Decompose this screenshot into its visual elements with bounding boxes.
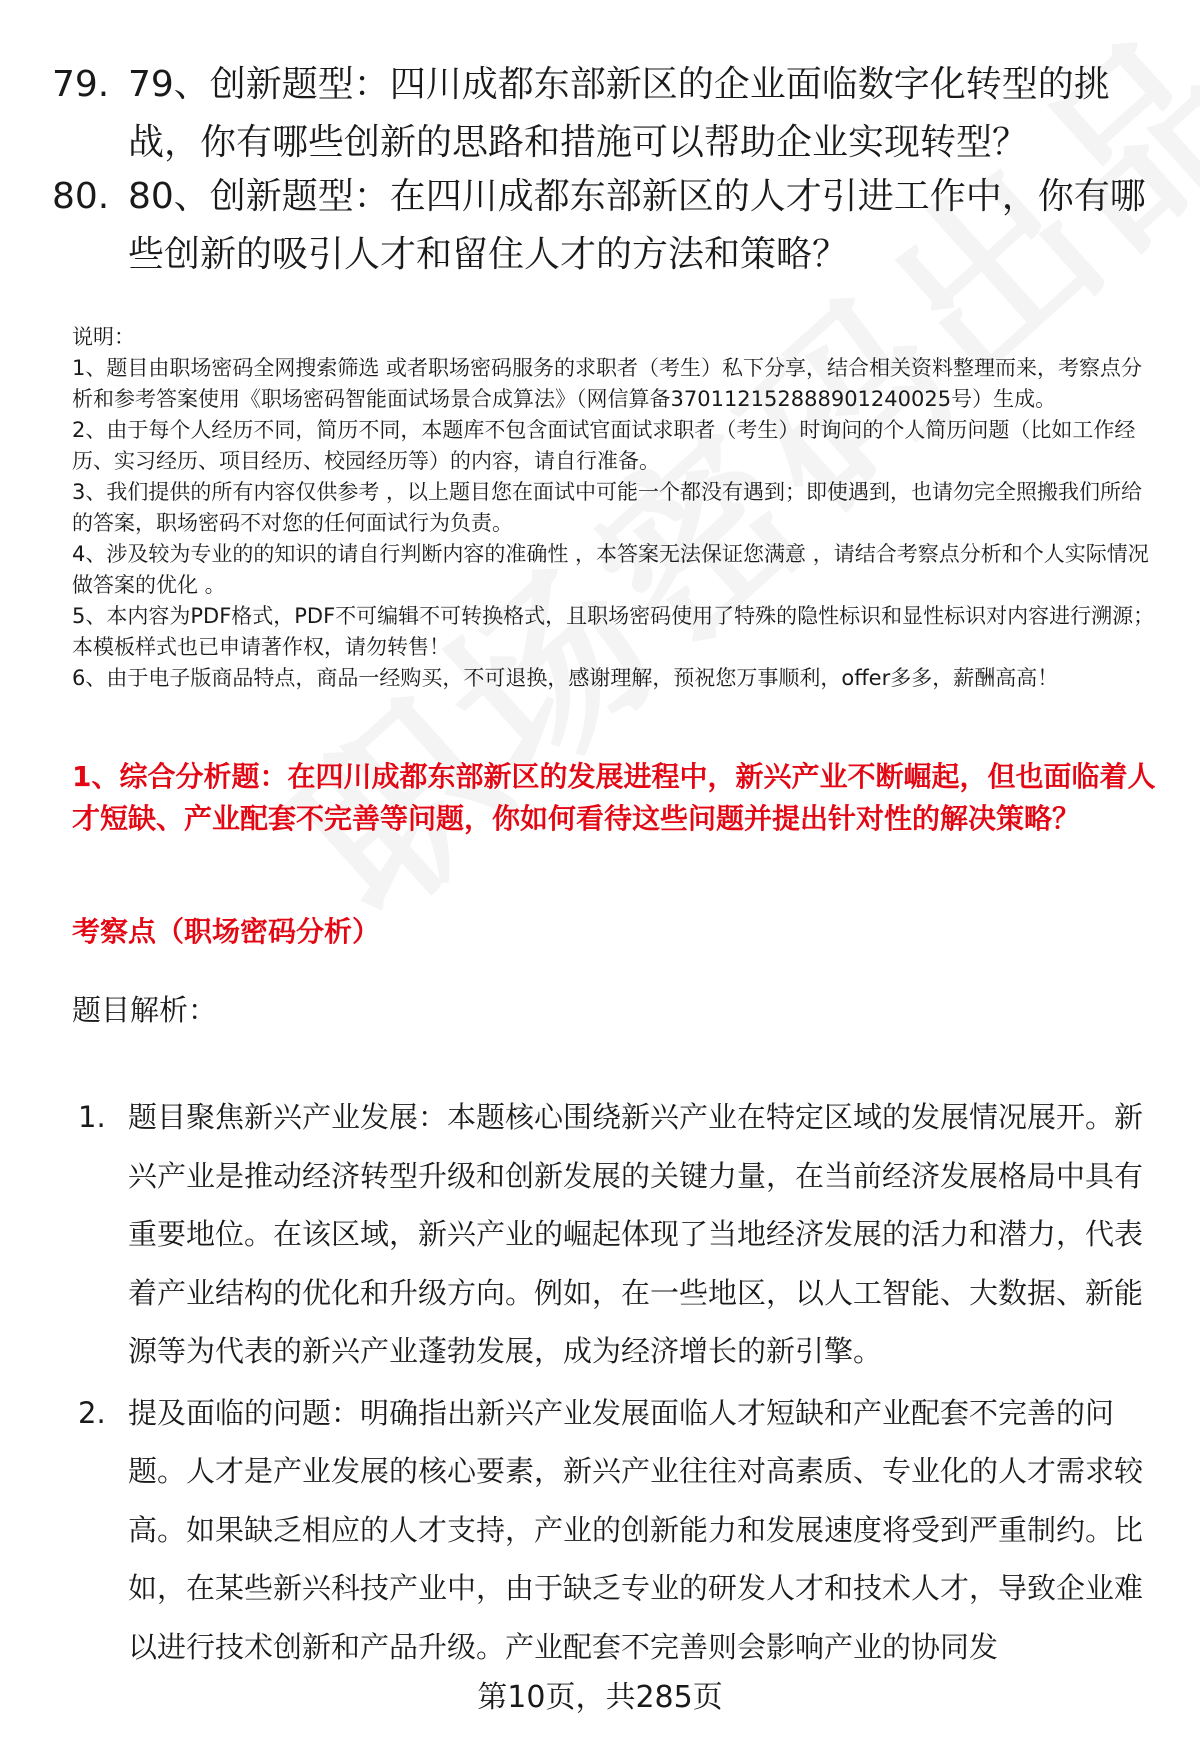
- note-item: 5、本内容为PDF格式，PDF不可编辑不可转换格式，且职场密码使用了特殊的隐性标识和显性标识对内容进行溯源；本模板样式也已申请著作权，请勿转售！: [72, 604, 1155, 659]
- question-number: 79.: [52, 64, 110, 105]
- list-item-number: 1.: [78, 1100, 106, 1134]
- question-text: 80、创新题型：在四川成都东部新区的人才引进工作中，你有哪些创新的吸引人才和留住人才的方法和策略？: [128, 176, 1146, 275]
- note-item: 3、我们提供的所有内容仅供参考 ，以上题目您在面试中可能一个都没有遇到；即使遇到，也请勿完全照搬我们所给的答案，职场密码不对您的任何面试行为负责。: [72, 480, 1143, 535]
- question-item-80: [52, 168, 1162, 284]
- question-text: 79、创新题型：四川成都东部新区的企业面临数字化转型的挑战，你有哪些创新的思路和措施可以帮助企业实现转型？: [128, 64, 1110, 163]
- section-subheading: 考察点（职场密码分析）: [72, 915, 381, 948]
- note-item: 6、由于电子版商品特点，商品一经购买，不可退换，感谢理解，预祝您万事顺利，offer多多，薪酬高高！: [72, 666, 1059, 690]
- note-item: 2、由于每个人经历不同，简历不同，本题库不包含面试官面试求职者（考生）时询问的个人简历问题（比如工作经历、实习经历、项目经历、校园经历等）的内容，请自行准备。: [72, 418, 1136, 473]
- question-item-79: [52, 56, 1162, 172]
- list-item: [78, 1384, 1168, 1677]
- notes-title: 说明：: [72, 325, 135, 349]
- list-item-number: 2.: [78, 1395, 106, 1430]
- analysis-list: [78, 1088, 1168, 1679]
- list-item: [78, 1088, 1168, 1381]
- list-item-text: 提及面临的问题：明确指出新兴产业发展面临人才短缺和产业配套不完善的问题。人才是产业发展的核心要素，新兴产业往往对高素质、专业化的人才需求较高。如果缺乏相应的人才支持，产业的创新能力和发展速度将受到严重制约。比如，在某些新兴科技产业中，由于缺乏专业的研发人才和技术人才，导致企业难以进行技术创新和产品升级。产业配套不完善则会影响产业的协同发: [128, 1395, 1144, 1664]
- analysis-label: 题目解析：: [72, 993, 218, 1027]
- note-item: 1、题目由职场密码全网搜索筛选 或者职场密码服务的求职者（考生）私下分享，结合相关资料整理而来，考察点分析和参考答案使用《职场密码智能面试场景合成算法》（网信算备370112152888901240025号）生成。: [72, 356, 1143, 411]
- question-number: 80.: [52, 176, 110, 217]
- notes-block: [72, 322, 1162, 694]
- page-footer: 第10页，共285页: [477, 1680, 723, 1715]
- list-item-text: 题目聚焦新兴产业发展：本题核心围绕新兴产业在特定区域的发展情况展开。新兴产业是推动经济转型升级和创新发展的关键力量，在当前经济发展格局中具有重要地位。在该区域，新兴产业的崛起体现了当地经济发展的活力和潜力，代表着产业结构的优化和升级方向。例如，在一些地区，以人工智能、大数据、新能源等为代表的新兴产业蓬勃发展，成为经济增长的新引擎。: [128, 1100, 1144, 1368]
- section-heading: 1、综合分析题：在四川成都东部新区的发展进程中，新兴产业不断崛起，但也面临着人才短缺、产业配套不完善等问题，你如何看待这些问题并提出针对性的解决策略？: [72, 760, 1156, 835]
- note-item: 4、涉及较为专业的的知识的请自行判断内容的准确性 ，本答案无法保证您满意 ，请结合考察点分析和个人实际情况做答案的优化 。: [72, 542, 1149, 597]
